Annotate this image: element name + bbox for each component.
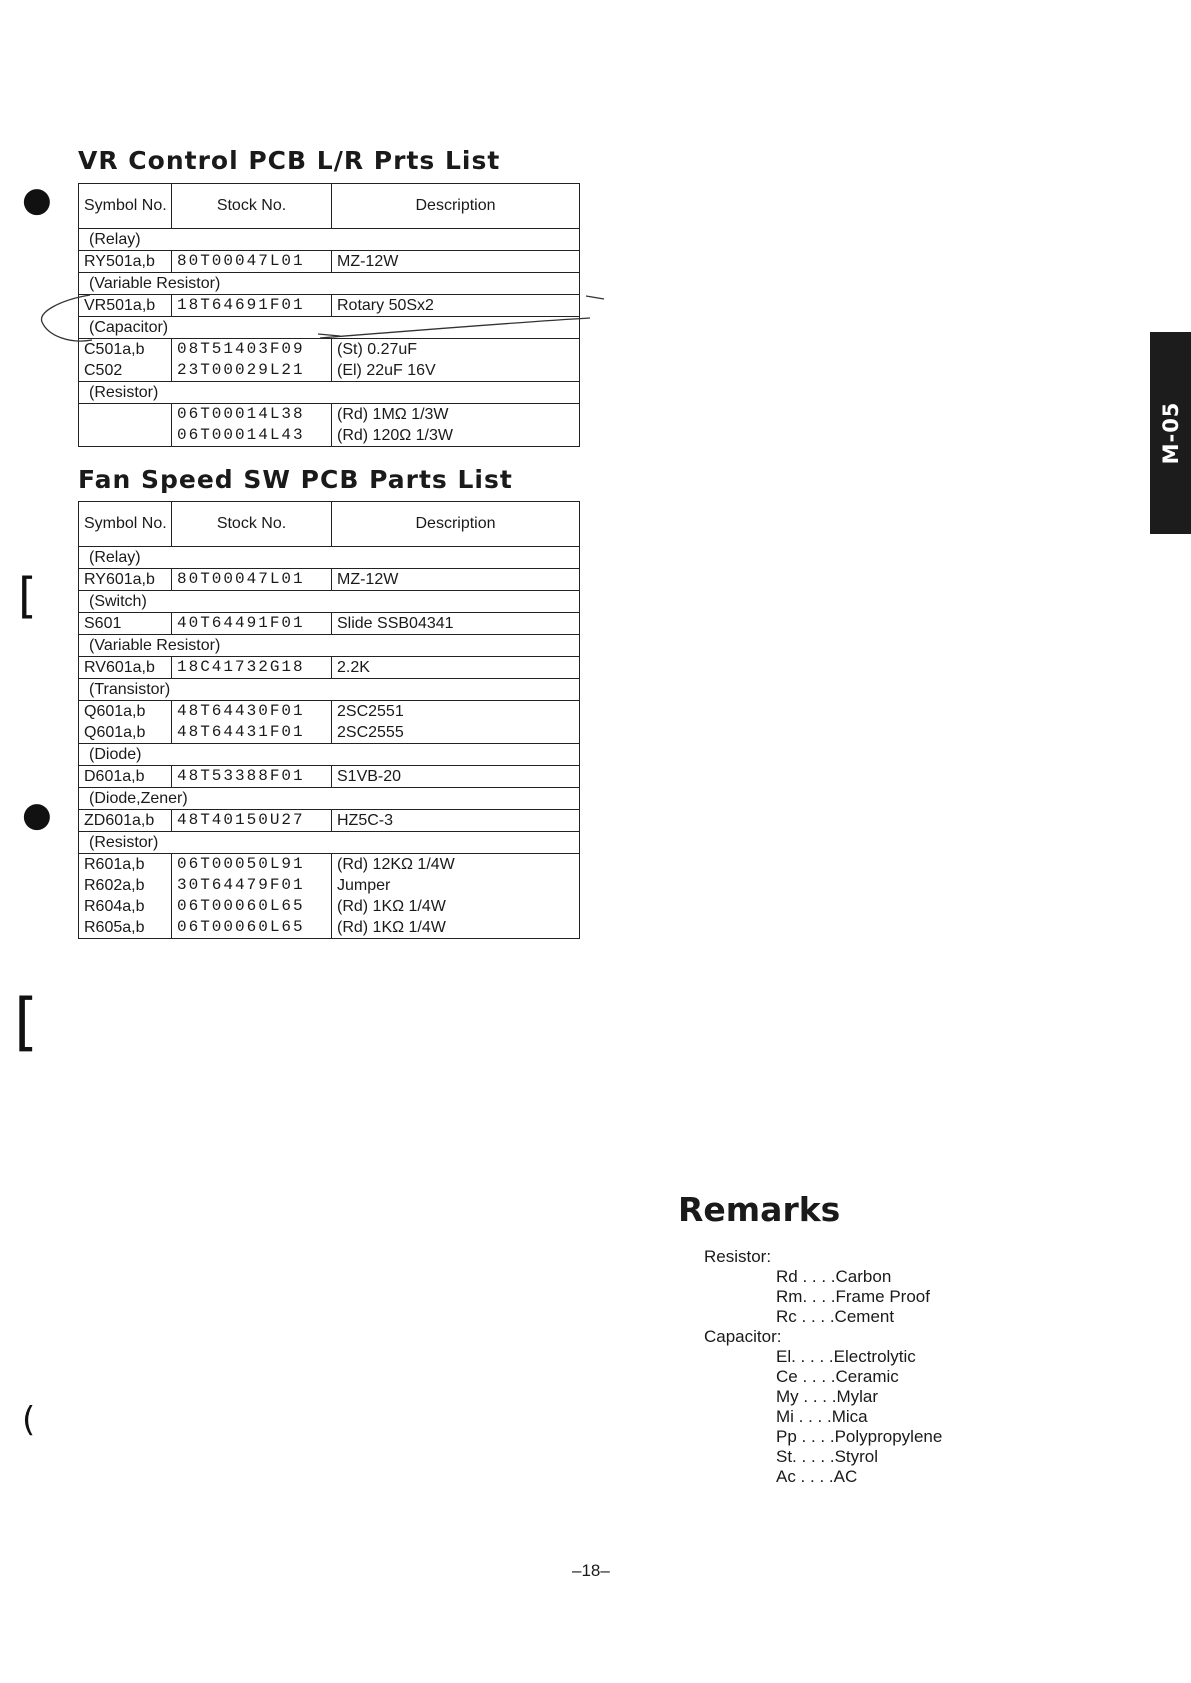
- section-tab-label: M-05: [1158, 401, 1183, 465]
- category-label: (Variable Resistor): [79, 273, 580, 295]
- binder-bracket-mark: (: [22, 1400, 36, 1440]
- stock-column-header: Stock No.: [172, 184, 332, 229]
- description-cell: HZ5C-3: [332, 810, 580, 832]
- table-row: [79, 917, 580, 939]
- stock-cell: 06T00060L65: [172, 917, 332, 939]
- category-label: (Resistor): [79, 382, 580, 404]
- fan-parts-table: [78, 501, 580, 939]
- symbol-cell: Q601a,b: [79, 701, 172, 723]
- symbol-cell: R605a,b: [79, 917, 172, 939]
- table-row: [79, 701, 580, 723]
- list-item: Mi . . . .Mica: [776, 1407, 868, 1426]
- description-cell: Slide SSB04341: [332, 613, 580, 635]
- category-label: (Transistor): [79, 679, 580, 701]
- table-row: [79, 360, 580, 382]
- table-row: [79, 425, 580, 447]
- category-row: [79, 229, 580, 251]
- category-row: [79, 635, 580, 657]
- description-cell: (Rd) 120Ω 1/3W: [332, 425, 580, 447]
- table-header-row: [79, 184, 580, 229]
- binder-bracket-mark: [: [18, 568, 37, 624]
- category-row: [79, 788, 580, 810]
- remarks-legend: [704, 1247, 942, 1487]
- list-item: Rm. . . .Frame Proof: [776, 1287, 930, 1306]
- symbol-cell: VR501a,b: [79, 295, 172, 317]
- list-item: Rc . . . .Cement: [776, 1307, 895, 1326]
- category-row: [79, 382, 580, 404]
- description-cell: (Rd) 1MΩ 1/3W: [332, 404, 580, 426]
- table-row: [79, 722, 580, 744]
- stock-cell: 08T51403F09: [172, 339, 332, 361]
- category-label: (Switch): [79, 591, 580, 613]
- binder-bracket-mark: [: [14, 985, 39, 1058]
- list-item: Pp . . . .Polypropylene: [776, 1427, 943, 1446]
- list-item: My . . . .Mylar: [776, 1387, 878, 1406]
- capacitor-group-label: Capacitor:: [704, 1327, 782, 1346]
- category-label: (Relay): [79, 229, 580, 251]
- symbol-cell: [79, 425, 172, 447]
- symbol-cell: R601a,b: [79, 854, 172, 876]
- description-cell: MZ-12W: [332, 251, 580, 273]
- symbol-column-header: Symbol No.: [79, 502, 172, 547]
- list-item: Ce . . . .Ceramic: [776, 1367, 899, 1386]
- stock-cell: 18C41732G18: [172, 657, 332, 679]
- description-cell: MZ-12W: [332, 569, 580, 591]
- description-cell: (Rd) 1KΩ 1/4W: [332, 896, 580, 917]
- table-row: [79, 404, 580, 426]
- section-thumb-tab: [1150, 332, 1191, 534]
- symbol-cell: C501a,b: [79, 339, 172, 361]
- description-column-header: Description: [332, 502, 580, 547]
- stock-cell: 48T40150U27: [172, 810, 332, 832]
- description-column-header: Description: [332, 184, 580, 229]
- description-cell: 2SC2555: [332, 722, 580, 744]
- description-cell: Jumper: [332, 875, 580, 896]
- description-cell: (St) 0.27uF: [332, 339, 580, 361]
- category-row: [79, 317, 580, 339]
- stock-cell: 06T00060L65: [172, 896, 332, 917]
- category-label: (Diode): [79, 744, 580, 766]
- stock-cell: 30T64479F01: [172, 875, 332, 896]
- description-cell: S1VB-20: [332, 766, 580, 788]
- category-label: (Resistor): [79, 832, 580, 854]
- table-row: [79, 810, 580, 832]
- table-row: [79, 295, 580, 317]
- vr-parts-table: [78, 183, 580, 447]
- description-cell: (Rd) 12KΩ 1/4W: [332, 854, 580, 876]
- table-row: [79, 875, 580, 896]
- category-label: (Diode,Zener): [79, 788, 580, 810]
- table-row: [79, 896, 580, 917]
- binder-hole-mark: ●: [22, 795, 52, 835]
- list-item: Ac . . . .AC: [776, 1467, 858, 1486]
- category-row: [79, 273, 580, 295]
- symbol-cell: [79, 404, 172, 426]
- stock-cell: 80T00047L01: [172, 251, 332, 273]
- symbol-cell: R602a,b: [79, 875, 172, 896]
- symbol-cell: D601a,b: [79, 766, 172, 788]
- stock-cell: 23T00029L21: [172, 360, 332, 382]
- symbol-cell: C502: [79, 360, 172, 382]
- category-row: [79, 744, 580, 766]
- symbol-column-header: Symbol No.: [79, 184, 172, 229]
- resistor-group-label: Resistor:: [704, 1247, 772, 1266]
- stock-cell: 48T64431F01: [172, 722, 332, 744]
- table-row: [79, 766, 580, 788]
- table-row: [79, 657, 580, 679]
- page-number: –18–: [572, 1561, 610, 1580]
- description-cell: Rotary 50Sx2: [332, 295, 580, 317]
- table-row: [79, 569, 580, 591]
- list-item: St. . . . .Styrol: [776, 1447, 879, 1466]
- table-row: [79, 339, 580, 361]
- table-row: [79, 251, 580, 273]
- table-row: [79, 613, 580, 635]
- category-label: (Variable Resistor): [79, 635, 580, 657]
- stock-cell: 48T64430F01: [172, 701, 332, 723]
- symbol-cell: RY601a,b: [79, 569, 172, 591]
- category-label: (Capacitor): [79, 317, 580, 339]
- binder-hole-mark: ●: [22, 180, 52, 220]
- fan-parts-list-title: Fan Speed SW PCB Parts List: [78, 465, 513, 494]
- table-header-row: [79, 502, 580, 547]
- stock-cell: 40T64491F01: [172, 613, 332, 635]
- remarks-title: Remarks: [678, 1190, 841, 1229]
- category-row: [79, 591, 580, 613]
- description-cell: (Rd) 1KΩ 1/4W: [332, 917, 580, 939]
- category-row: [79, 679, 580, 701]
- description-cell: (El) 22uF 16V: [332, 360, 580, 382]
- category-row: [79, 832, 580, 854]
- stock-cell: 06T00014L43: [172, 425, 332, 447]
- stock-cell: 06T00014L38: [172, 404, 332, 426]
- category-row: [79, 547, 580, 569]
- symbol-cell: R604a,b: [79, 896, 172, 917]
- table-row: [79, 854, 580, 876]
- stock-cell: 18T64691F01: [172, 295, 332, 317]
- description-cell: 2.2K: [332, 657, 580, 679]
- stock-cell: 06T00050L91: [172, 854, 332, 876]
- category-label: (Relay): [79, 547, 580, 569]
- symbol-cell: Q601a,b: [79, 722, 172, 744]
- stock-cell: 48T53388F01: [172, 766, 332, 788]
- stock-column-header: Stock No.: [172, 502, 332, 547]
- symbol-cell: RY501a,b: [79, 251, 172, 273]
- vr-parts-list-title: VR Control PCB L/R Prts List: [78, 146, 501, 175]
- symbol-cell: ZD601a,b: [79, 810, 172, 832]
- symbol-cell: S601: [79, 613, 172, 635]
- symbol-cell: RV601a,b: [79, 657, 172, 679]
- stock-cell: 80T00047L01: [172, 569, 332, 591]
- list-item: El. . . . .Electrolytic: [776, 1347, 916, 1366]
- list-item: Rd . . . .Carbon: [776, 1267, 892, 1286]
- description-cell: 2SC2551: [332, 701, 580, 723]
